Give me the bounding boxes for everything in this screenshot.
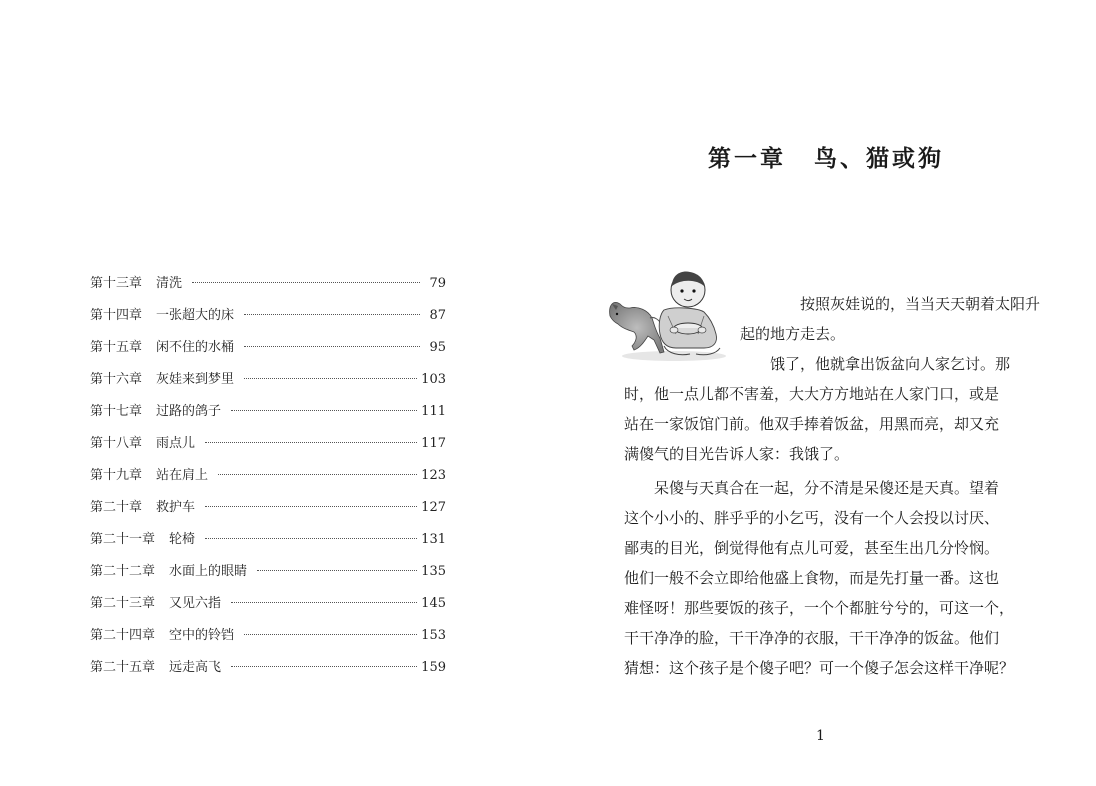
illustration-drawing xyxy=(604,264,730,364)
text-line: 他们一般不会立即给他盛上食物，而是先打量一番。这也 xyxy=(624,569,1000,587)
toc-chapter-title: 轮椅 xyxy=(169,532,196,547)
toc-leader-dots xyxy=(244,314,420,315)
toc-chapter-number: 第二十二章 xyxy=(90,564,156,579)
text-line: 猜想：这个孩子是个傻子吧？可一个傻子怎会这样干净呢？ xyxy=(624,659,1015,677)
paragraph-3 xyxy=(624,473,1026,683)
toc-page-number: 79 xyxy=(429,276,446,291)
text-line: 满傻气的目光告诉人家：我饿了。 xyxy=(624,445,850,463)
toc-leader-dots xyxy=(218,474,417,475)
toc-leader-dots xyxy=(231,666,417,667)
text-line: 这个小小的、胖乎乎的小乞丐，没有一个人会投以讨厌、 xyxy=(624,509,1000,527)
text-line: 起的地方走去。 xyxy=(740,325,846,343)
toc-page-number: 95 xyxy=(429,340,446,355)
paragraph-2-start xyxy=(770,349,1026,379)
toc-chapter-number: 第十七章 xyxy=(90,404,143,419)
boy-and-dog-illustration xyxy=(604,264,730,364)
toc-entry[interactable] xyxy=(90,274,446,306)
toc-chapter-title: 空中的铃铛 xyxy=(169,628,235,643)
toc-leader-dots xyxy=(244,634,417,635)
text-line: 饿了，他就拿出饭盆向人家乞讨。那 xyxy=(770,355,1011,373)
toc-entry[interactable] xyxy=(90,466,446,498)
toc-chapter-title: 救护车 xyxy=(156,500,196,515)
toc-chapter-title: 站在肩上 xyxy=(156,468,209,483)
toc-chapter-title: 过路的鸽子 xyxy=(156,404,222,419)
toc-page-number: 159 xyxy=(421,660,446,675)
toc-page-number: 103 xyxy=(421,372,446,387)
toc-leader-dots xyxy=(205,442,417,443)
text-line: 干干净净的脸，干干净净的衣服，干干净净的饭盆。他们 xyxy=(624,629,1000,647)
toc-chapter-title: 又见六指 xyxy=(169,596,222,611)
toc-entry[interactable] xyxy=(90,434,446,466)
chapter-title: 鸟、猫或狗 xyxy=(814,145,944,172)
toc-page-number: 135 xyxy=(421,564,446,579)
toc-leader-dots xyxy=(205,538,417,539)
toc-page-number: 131 xyxy=(421,532,446,547)
page-number: 1 xyxy=(816,728,825,744)
toc-entry[interactable] xyxy=(90,658,446,690)
chapter-number: 第一章 xyxy=(708,145,786,172)
text-line: 时，他一点儿都不害羞，大大方方地站在人家门口，或是 xyxy=(624,385,1000,403)
toc-chapter-number: 第十六章 xyxy=(90,372,143,387)
toc-chapter-title: 一张超大的床 xyxy=(156,308,235,323)
toc-chapter-title: 远走高飞 xyxy=(169,660,222,675)
toc-chapter-title: 清洗 xyxy=(156,276,183,291)
toc-leader-dots xyxy=(244,346,420,347)
toc-entry[interactable] xyxy=(90,498,446,530)
toc-chapter-number: 第二十三章 xyxy=(90,596,156,611)
toc-chapter-number: 第二十五章 xyxy=(90,660,156,675)
toc-entry[interactable] xyxy=(90,306,446,338)
toc-chapter-number: 第十九章 xyxy=(90,468,143,483)
toc-chapter-title: 雨点儿 xyxy=(156,436,196,451)
toc-entry[interactable] xyxy=(90,626,446,658)
toc-chapter-title: 水面上的眼睛 xyxy=(169,564,248,579)
toc-page-number: 117 xyxy=(421,436,446,451)
text-line: 按照灰娃说的，当当天天朝着太阳升 xyxy=(800,295,1041,313)
paragraph-1 xyxy=(740,289,1041,349)
toc-leader-dots xyxy=(192,282,420,283)
toc-page-number: 87 xyxy=(429,308,446,323)
toc-leader-dots xyxy=(257,570,417,571)
toc-chapter-number: 第二十章 xyxy=(90,500,143,515)
toc-chapter-title: 灰娃来到梦里 xyxy=(156,372,235,387)
toc-page-number: 145 xyxy=(421,596,446,611)
toc-page-number: 153 xyxy=(421,628,446,643)
toc-chapter-number: 第十四章 xyxy=(90,308,143,323)
toc-entry[interactable] xyxy=(90,402,446,434)
toc-page-number: 127 xyxy=(421,500,446,515)
toc-chapter-number: 第十八章 xyxy=(90,436,143,451)
toc-page-number: 111 xyxy=(421,404,446,419)
toc-chapter-number: 第十五章 xyxy=(90,340,143,355)
toc-entry[interactable] xyxy=(90,338,446,370)
text-line: 呆傻与天真合在一起，分不清是呆傻还是天真。望着 xyxy=(654,479,1000,497)
toc-page-number: 123 xyxy=(421,468,446,483)
toc-chapter-number: 第二十一章 xyxy=(90,532,156,547)
toc-chapter-number: 第二十四章 xyxy=(90,628,156,643)
toc-leader-dots xyxy=(231,602,417,603)
toc-entry[interactable] xyxy=(90,594,446,626)
toc-entry[interactable] xyxy=(90,370,446,402)
paragraph-2 xyxy=(624,379,1026,469)
toc-entry[interactable] xyxy=(90,562,446,594)
chapter-heading xyxy=(708,143,968,175)
text-line: 鄙夷的目光，倒觉得他有点儿可爱，甚至生出几分怜悯。 xyxy=(624,539,1000,557)
toc-leader-dots xyxy=(231,410,417,411)
text-line: 难怪呀！那些要饭的孩子，一个个都脏兮兮的，可这一个， xyxy=(624,599,1015,617)
toc-entry[interactable] xyxy=(90,530,446,562)
table-of-contents xyxy=(90,274,446,690)
text-line: 站在一家饭馆门前。他双手捧着饭盆，用黑而亮，却又充 xyxy=(624,415,1000,433)
toc-leader-dots xyxy=(205,506,417,507)
toc-chapter-number: 第十三章 xyxy=(90,276,143,291)
toc-chapter-title: 闲不住的水桶 xyxy=(156,340,235,355)
toc-leader-dots xyxy=(244,378,417,379)
